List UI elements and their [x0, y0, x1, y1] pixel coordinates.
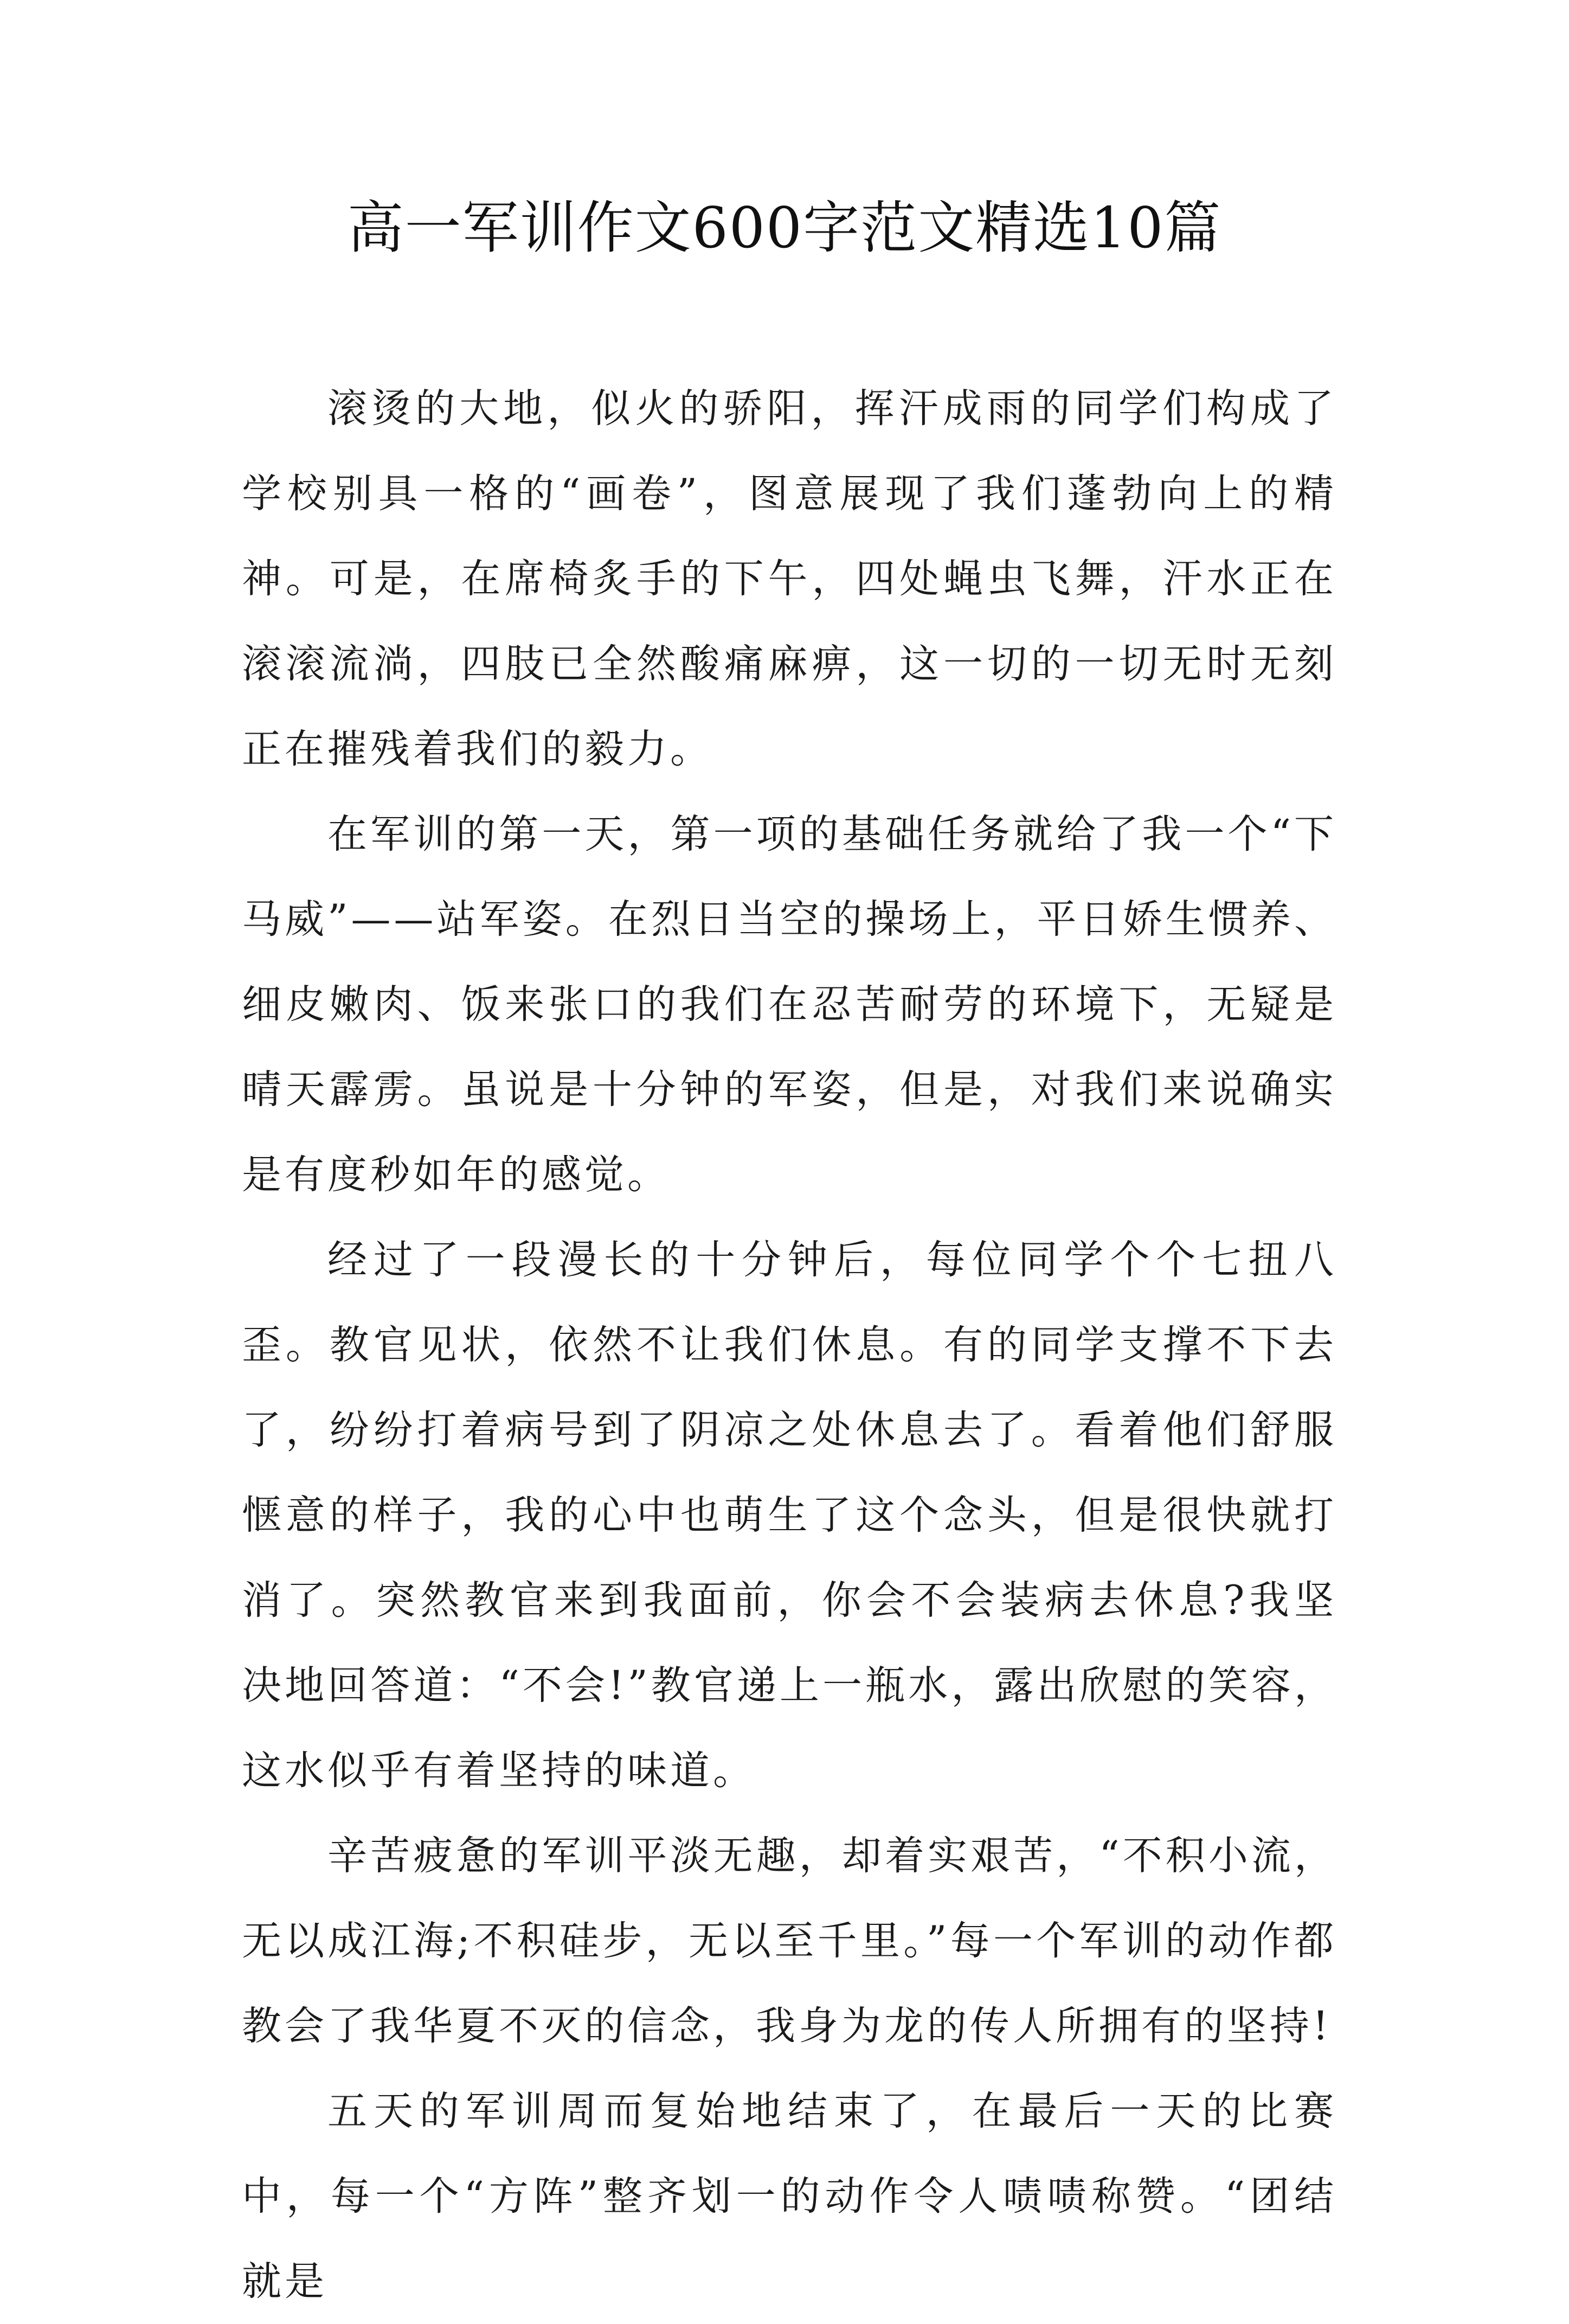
paragraph: 经过了一段漫长的十分钟后，每位同学个个七扭八歪。教官见状，依然不让我们休息。有的同学支撑不下去了，纷纷打着病号到了阴凉之处休息去了。看着他们舒服惬意的样子，我的心中也萌生了这个念头，但是很快就打消了。突然教官来到我面前，你会不会装病去休息?我坚决地回答道：“不会!”教官递上一瓶水，露出欣慰的笑容，这水似乎有着坚持的味道。: [242, 1237, 1337, 1794]
paragraph: 在军训的第一天，第一项的基础任务就给了我一个“下马威”——站军姿。在烈日当空的操场上，平日娇生惯养、细皮嫩肉、饭来张口的我们在忍苦耐劳的环境下，无疑是晴天霹雳。虽说是十分钟的军姿，但是，对我们来说确实是有度秒如年的感觉。: [242, 811, 1337, 1198]
paragraph: 辛苦疲惫的军训平淡无趣，却着实艰苦，“不积小流，无以成江海;不积硅步，无以至千里。”每一个军训的动作都教会了我华夏不灭的信念，我身为龙的传人所拥有的坚持!: [242, 1833, 1337, 2049]
paragraph: 滚烫的大地，似火的骄阳，挥汗成雨的同学们构成了学校别具一格的“画卷”，图意展现了我们蓬勃向上的精神。可是，在席椅炙手的下午，四处蝇虫飞舞，汗水正在滚滚流淌，四肢已全然酸痛麻痹，这一切的一切无时无刻正在摧残着我们的毅力。: [242, 386, 1337, 772]
paragraph: 五天的军训周而复始地结束了，在最后一天的比赛中，每一个“方阵”整齐划一的动作令人啧啧称赞。“团结就是: [242, 2088, 1337, 2304]
document-title: 高一军训作文600字范文精选10篇: [347, 195, 1222, 261]
document-body: [242, 366, 1337, 2324]
